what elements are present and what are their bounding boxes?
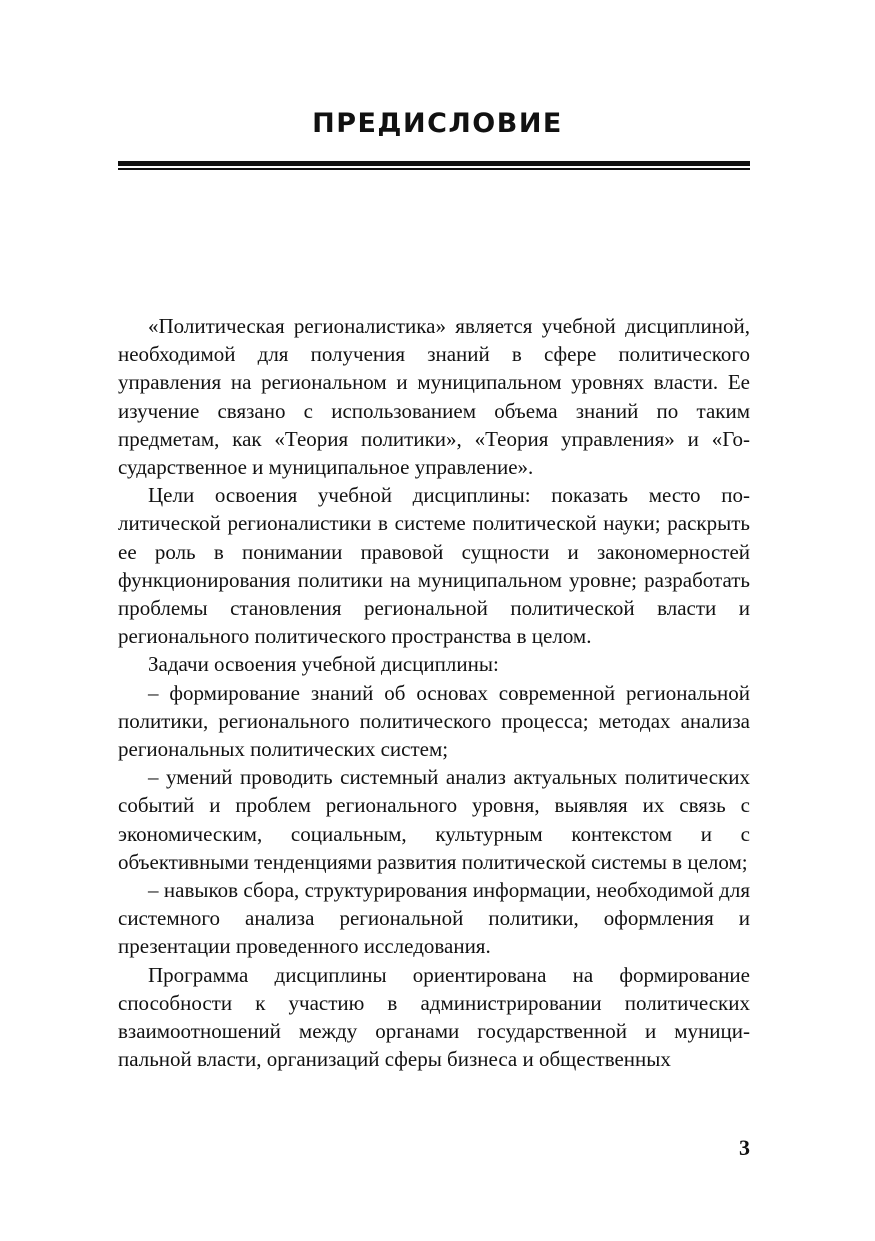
- paragraph-task-skills: – умений проводить системный анализ актуальных политических событий и проблем регионального уровня, выявляя их связь с экономическим, социальным, культурным контекстом и с объективными тенденциями развития политической системы в целом;: [118, 765, 750, 874]
- paragraph-tasks-heading: Задачи освоения учебной дисциплины:: [148, 652, 499, 677]
- title-rule-thick: [118, 161, 750, 166]
- paragraph-goals: Цели освоения учебной дисциплины: показать место политической регионалистики в системе политической науки; раскрыть ее роль в понимании правовой сущности и закономерностей функционирования политики на муниципальном уровне; разработать проблемы становления региональной политической власти и регионального политического пространства в целом.: [118, 483, 750, 649]
- paragraph-task-abilities: – навыков сбора, структурирования информации, необходимой для системного анализа региональной политики, оформления и презентации проведенного исследования.: [118, 878, 750, 959]
- page-number: 3: [739, 1135, 750, 1160]
- paragraph-task-knowledge: – формирование знаний об основах современной региональной политики, регионального политического процесса; методах анализа региональных политических систем;: [118, 680, 750, 762]
- title-rule-thin: [118, 168, 750, 170]
- paragraph-intro: «Политическая регионалистика» является учебной дисциплиной, необходимой для получения знаний в сфере политического управления на региональном и муниципальном уровнях власти. Ее изучение связано с использованием объема знаний по таким предметам, как «Теория политики», «Теория управления» и «Государственное и муниципальное управление».: [118, 314, 750, 480]
- page-title: ПРЕДИСЛОВИЕ: [312, 108, 563, 139]
- paragraph-program: Программа дисциплины ориентирована на формирование способности к участию в администрировании политических взаимоотношений между органами государственной и муниципальной власти, организаций сферы бизнеса и общественных: [118, 962, 750, 1072]
- body-text: [118, 312, 750, 1073]
